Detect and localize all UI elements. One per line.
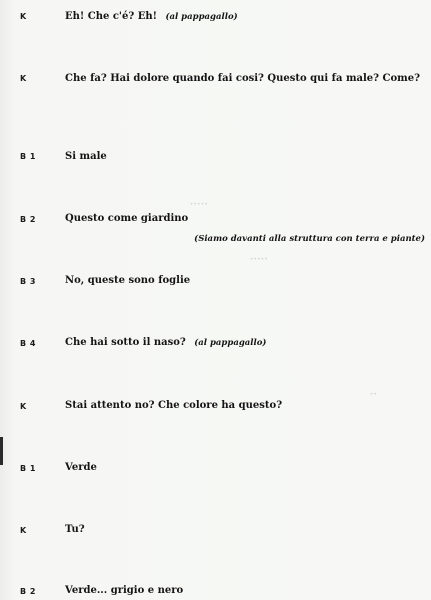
binding-mark <box>0 437 3 465</box>
stage-direction: (al pappagallo) <box>165 12 238 22</box>
stage-direction: (al pappagallo) <box>194 338 267 348</box>
speaker-label: B 1 <box>20 152 36 161</box>
dialogue-line: Verde <box>65 462 97 473</box>
speaker-label: K <box>20 74 27 83</box>
dialogue-line: Stai attento no? Che colore ha questo? <box>65 400 283 411</box>
dialogue-line: Che fa? Hai dolore quando fai cosi? Questo qui fa male? Come? <box>65 73 420 84</box>
speaker-label: K <box>20 526 27 535</box>
speaker-label: B 2 <box>20 215 36 224</box>
show-through: ·· <box>370 390 378 400</box>
dialogue-text: Eh! Che c'é? Eh! <box>65 11 157 22</box>
stage-direction: (Siamo davanti alla struttura con terra e piante) <box>194 234 425 244</box>
show-through: ····· <box>250 255 269 265</box>
dialogue-line: Verde... grigio e nero <box>65 585 184 596</box>
dialogue-line: Questo come giardino <box>65 213 189 224</box>
dialogue-line <box>65 9 420 25</box>
dialogue-line: Tu? <box>65 524 85 535</box>
speaker-label: B 2 <box>20 587 36 596</box>
show-through: ····· <box>190 200 209 210</box>
speaker-label: B 1 <box>20 464 36 473</box>
speaker-label: K <box>20 402 27 411</box>
speaker-label: K <box>20 12 27 21</box>
speaker-label: B 4 <box>20 339 36 348</box>
dialogue-text: Che hai sotto il naso? <box>65 337 186 348</box>
dialogue-line <box>65 335 420 351</box>
dialogue-line: No, queste sono foglie <box>65 275 191 286</box>
speaker-label: B 3 <box>20 277 36 286</box>
dialogue-line: Si male <box>65 151 107 162</box>
